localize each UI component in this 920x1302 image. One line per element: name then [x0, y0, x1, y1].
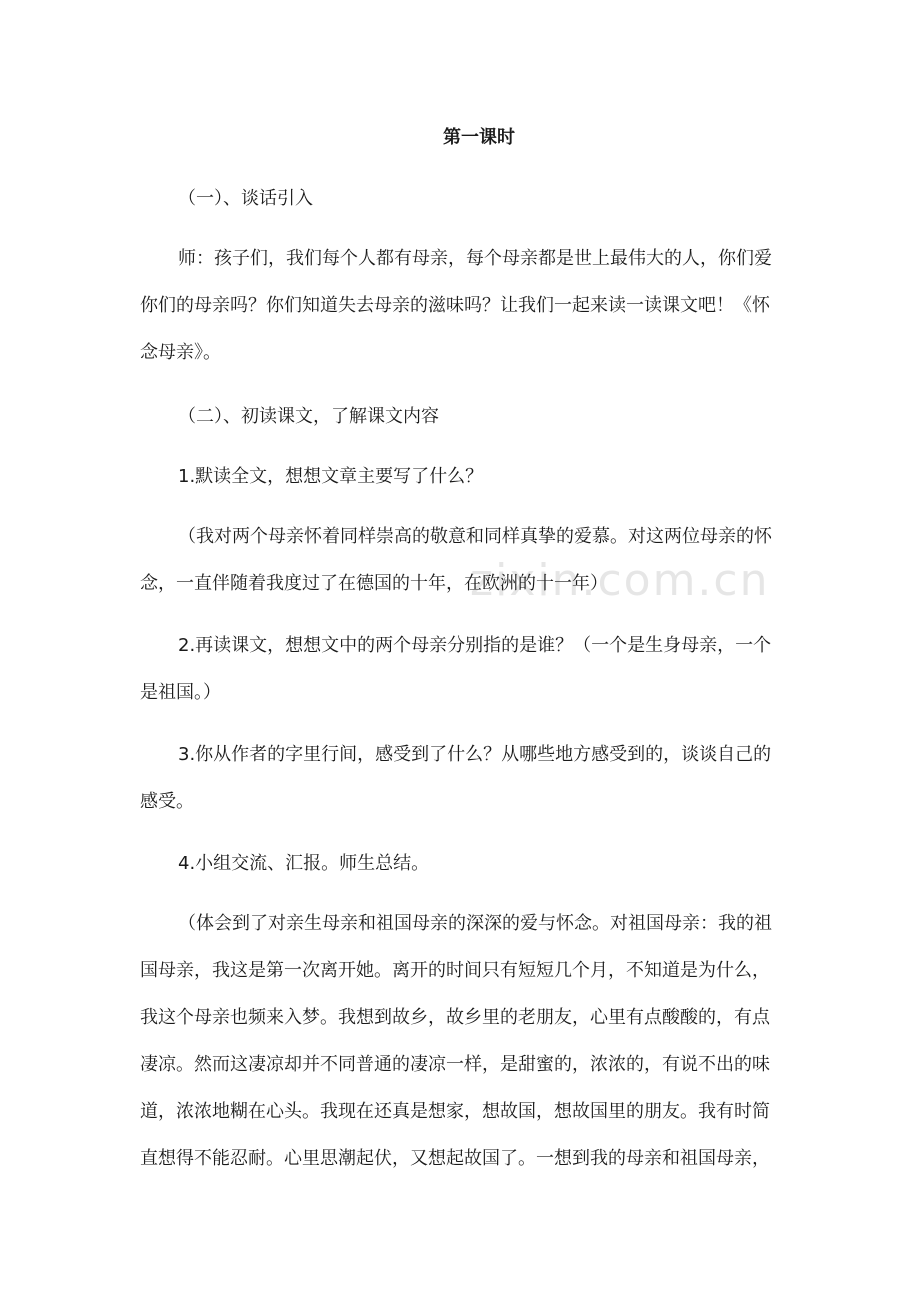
- question-2: 2.再读课文，想想文中的两个母亲分别指的是谁？（一个是生身母亲，一个是祖国。）: [140, 635, 772, 703]
- section-heading-first-reading: （二）、初读课文，了解课文内容: [178, 406, 439, 427]
- answer-1: （我对两个母亲怀着同样崇高的敬意和同样真挚的爱慕。对这两位母亲的怀念，一直伴随着我度过了在德国的十年，在欧洲的十一年）: [140, 526, 772, 594]
- page-title: 第一课时: [443, 127, 515, 148]
- question-3: 3.你从作者的字里行间，感受到了什么？从哪些地方感受到的，谈谈自己的感受。: [140, 744, 772, 812]
- watermark-text: zixin.com.cn: [470, 555, 770, 606]
- question-4: 4.小组交流、汇报。师生总结。: [178, 853, 430, 874]
- summary-paragraph: （体会到了对亲生母亲和祖国母亲的深深的爱与怀念。对祖国母亲：我的祖国母亲，我这是第一次离开她。离开的时间只有短短几个月，不知道是为什么，我这个母亲也频来入梦。我想到故乡，故乡里的老朋友，心里有点酸酸的，有点凄凉。然而这凄凉却并不同普通的凄凉一样，是甜蜜的，浓浓的，有说不出的味道，浓浓地糊在心头。我现在还真是想家，想故国，想故国里的朋友。我有时简直想得不能忍耐。心里思潮起伏，又想起故国了。一想到我的母亲和祖国母亲，: [140, 913, 772, 1169]
- section-heading-intro: （一）、谈话引入: [178, 188, 313, 209]
- question-1: 1.默读全文，想想文章主要写了什么？: [178, 466, 484, 487]
- paragraph-teacher-intro: 师：孩子们，我们每个人都有母亲，每个母亲都是世上最伟大的人，你们爱你们的母亲吗？你们知道失去母亲的滋味吗？让我们一起来读一读课文吧！《怀念母亲》。: [140, 248, 772, 363]
